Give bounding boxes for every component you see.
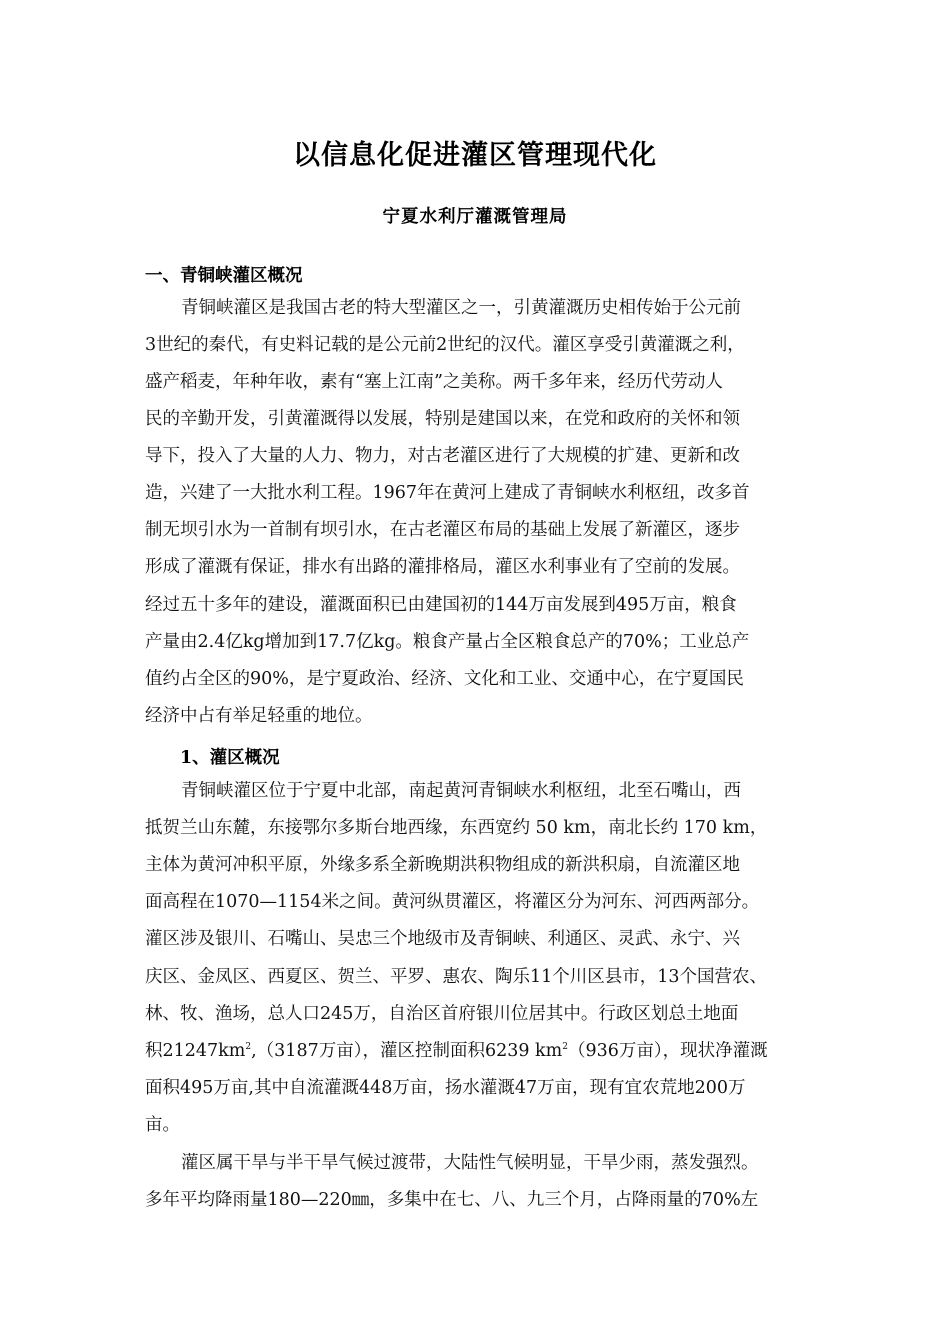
area-text-b: ,（3187万亩），灌区控制面积6239 km <box>251 1041 563 1061</box>
subsection-heading: 1、灌区概况 <box>180 748 280 768</box>
paragraph-line: 面积495万亩,其中自流灌溉448万亩，扬水灌溉47万亩，现有宜农荒地200万 <box>145 1078 746 1098</box>
superscript: 2 <box>245 1042 252 1052</box>
section-heading: 一、青铜峡灌区概况 <box>145 266 303 286</box>
paragraph-line: 多年平均降雨量180—220㎜，多集中在七、八、九三个月，占降雨量的70%左 <box>145 1190 759 1210</box>
paragraph-line-area <box>145 1040 815 1062</box>
paragraph-line: 形成了灌溉有保证，排水有出路的灌排格局，灌区水利事业有了空前的发展。 <box>145 557 740 577</box>
paragraph-line: 值约占全区的90%，是宁夏政治、经济、文化和工业、交通中心，在宁夏国民 <box>145 669 744 689</box>
area-text-a: 积21247km <box>145 1041 246 1061</box>
paragraph-line: 制无坝引水为一首制有坝引水，在古老灌区布局的基础上发展了新灌区，逐步 <box>145 520 740 540</box>
paragraph-line: 产量由2.4亿kg增加到17.7亿kg。粮食产量占全区粮食总产的70%；工业总产 <box>145 632 750 652</box>
superscript: 2 <box>562 1042 568 1052</box>
paragraph-line: 林、牧、渔场，总人口245万，自治区首府银川位居其中。行政区划总土地面 <box>145 1004 739 1024</box>
paragraph-line: 青铜峡灌区是我国古老的特大型灌区之一，引黄灌溉历史相传始于公元前 <box>181 298 741 318</box>
paragraph-line: 经济中占有举足轻重的地位。 <box>145 706 373 726</box>
paragraph-line: 面高程在1070—1154米之间。黄河纵贯灌区，将灌区分为河东、河西两部分。 <box>145 892 760 912</box>
paragraph-line: 经过五十多年的建设，灌溉面积已由建国初的144万亩发展到495万亩，粮食 <box>145 595 737 615</box>
area-text-c: （936万亩），现状净灌溉 <box>568 1041 768 1061</box>
paragraph-line: 青铜峡灌区位于宁夏中北部，南起黄河青铜峡水利枢纽，北至石嘴山，西 <box>181 781 741 801</box>
paragraph-line: 造，兴建了一大批水利工程。1967年在黄河上建成了青铜峡水利枢纽，改多首 <box>145 483 750 503</box>
paragraph-line: 灌区涉及银川、石嘴山、吴忠三个地级市及青铜峡、利通区、灵武、永宁、兴 <box>145 929 740 949</box>
document-author: 宁夏水利厅灌溉管理局 <box>382 207 568 227</box>
paragraph-line: 导下，投入了大量的人力、物力，对古老灌区进行了大规模的扩建、更新和改 <box>145 446 740 466</box>
paragraph-line: 抵贺兰山东麓，东接鄂尔多斯台地西缘，东西宽约 50 km，南北长约 170 km， <box>145 818 768 838</box>
document-title: 以信息化促进灌区管理现代化 <box>293 140 657 171</box>
paragraph-line: 盛产稻麦，年种年收，素有“塞上江南”之美称。两千多年来，经历代劳动人 <box>145 372 723 392</box>
paragraph-line: 民的辛勤开发，引黄灌溉得以发展，特别是建国以来，在党和政府的关怀和领 <box>145 409 740 429</box>
paragraph-line: 庆区、金凤区、西夏区、贺兰、平罗、惠农、陶乐11个川区县市，13个国营农、 <box>145 967 768 987</box>
paragraph-line: 主体为黄河冲积平原，外缘多系全新晚期洪积物组成的新洪积扇，自流灌区地 <box>145 855 740 875</box>
paragraph-line: 亩。 <box>145 1115 180 1135</box>
paragraph-line: 3世纪的秦代，有史料记载的是公元前2世纪的汉代。灌区享受引黄灌溉之利， <box>145 335 745 355</box>
paragraph-line: 灌区属干旱与半干旱气候过渡带，大陆性气候明显，干旱少雨，蒸发强烈。 <box>181 1153 759 1173</box>
